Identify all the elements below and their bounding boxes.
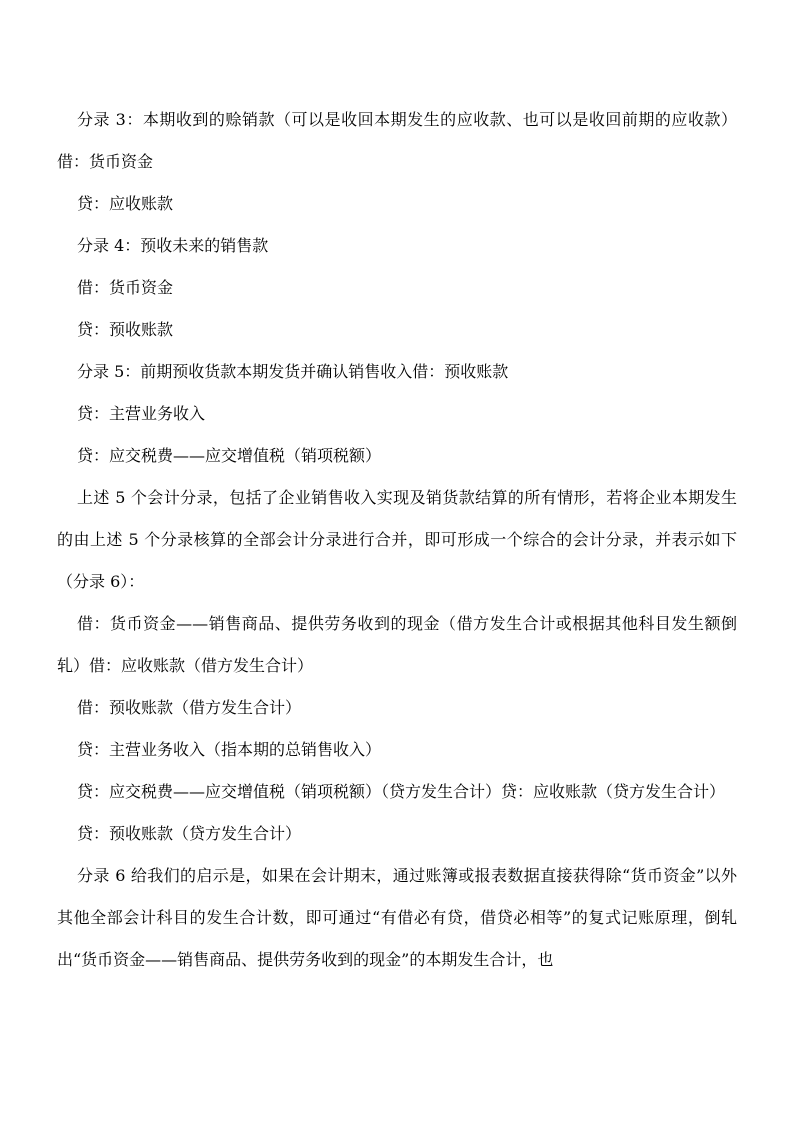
paragraph-credit-vat: 贷：应交税费——应交增值税（销项税额） [77, 446, 382, 465]
paragraph-entry-6-credit-advance: 贷：预收账款（贷方发生合计） [77, 824, 302, 843]
paragraph-entry-4: 分录 4：预收未来的销售款 [77, 236, 269, 255]
paragraph-entry-6-debit-cash: 借：货币资金——销售商品、提供劳务收到的现金（借方发生合计或根据其他科目发生额倒轧）借：应收账款（借方发生合计） [57, 614, 737, 675]
paragraph-entry-6-credit-vat: 贷：应交税费——应交增值税（销项税额）（贷方发生合计）贷：应收账款（贷方发生合计） [77, 782, 726, 801]
paragraph-conclusion: 分录 6 给我们的启示是，如果在会计期末，通过账簿或报表数据直接获得除“货币资金”以外其他全部会计科目的发生合计数，即可通过“有借必有贷，借贷必相等”的复式记账原理，倒轧出“货币资金——销售商品、提供劳务收到的现金”的本期发生合计，也 [57, 866, 737, 969]
paragraph-entry-3: 分录 3：本期收到的赊销款（可以是收回本期发生的应收款、也可以是收回前期的应收款）借：货币资金 [57, 110, 737, 171]
paragraph-summary: 上述 5 个会计分录，包括了企业销售收入实现及销货款结算的所有情形，若将企业本期发生的由上述 5 个分录核算的全部会计分录进行合并，即可形成一个综合的会计分录，并表示如下（分录 6）： [57, 488, 737, 591]
paragraph-credit-main-revenue: 贷：主营业务收入 [77, 404, 206, 423]
paragraph-entry-6-debit-advance: 借：预收账款（借方发生合计） [77, 698, 302, 717]
paragraph-credit-advance-receipts: 贷：预收账款 [77, 320, 174, 339]
paragraph-entry-6-credit-revenue: 贷：主营业务收入（指本期的总销售收入） [77, 740, 382, 759]
document-body [57, 99, 737, 981]
paragraph-credit-receivables: 贷：应收账款 [77, 194, 174, 213]
paragraph-debit-cash: 借：货币资金 [77, 278, 174, 297]
paragraph-entry-5: 分录 5：前期预收货款本期发货并确认销售收入借：预收账款 [77, 362, 509, 381]
